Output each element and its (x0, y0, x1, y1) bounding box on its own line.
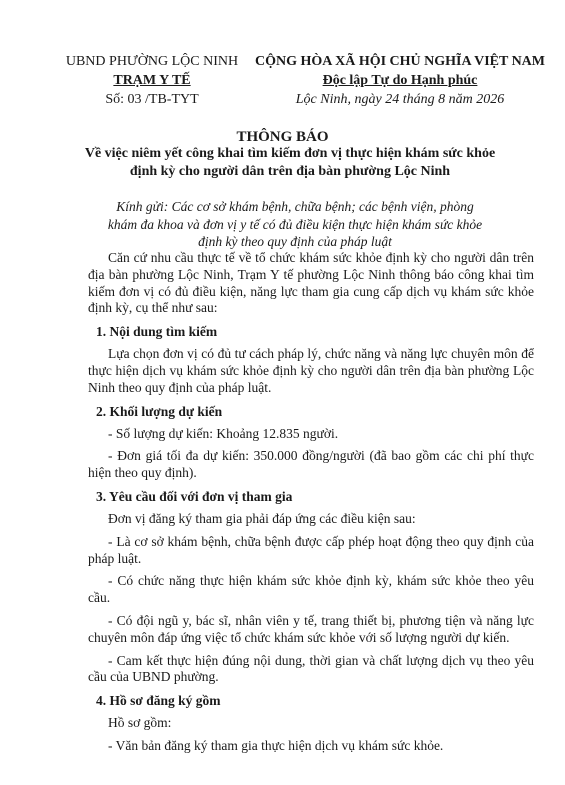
place-and-date: Lộc Ninh, ngày 24 tháng 8 năm 2026 (295, 92, 505, 107)
section-2-heading: 2. Khối lượng dự kiến (96, 403, 223, 419)
national-heading (250, 52, 550, 109)
section-4-item-1: - Văn bản đăng ký tham gia thực hiện dịch vụ khám sức khỏe. (108, 737, 444, 753)
section-2-item-2: - Đơn giá tối đa dự kiến: 350.000 đồng/người (đã bao gồm các chi phí thực hiện theo quy định). (88, 448, 534, 481)
section-1-text: Lựa chọn đơn vị có đủ tư cách pháp lý, chức năng và năng lực chuyên môn để thực hiện dịch vụ khám sức khỏe định kỳ cho người dân trên địa bàn phường Lộc Ninh theo quy định của pháp luật. (88, 346, 534, 395)
country-name: CỘNG HÒA XÃ HỘI CHỦ NGHĨA VIỆT NAM (254, 54, 545, 69)
section-3-heading: 3. Yêu cầu đối với đơn vị tham gia (96, 488, 293, 504)
national-motto: Độc lập Tự do Hạnh phúc (322, 73, 478, 88)
issuer-authority: UBND PHƯỜNG LỘC NINH (65, 54, 239, 69)
document-subject: Về việc niêm yết công khai tìm kiếm đơn vị thực hiện khám sức khỏe định kỳ cho người dân trên địa bàn phường Lộc Ninh (84, 146, 496, 179)
issuer-name: TRẠM Y TẾ (113, 73, 191, 88)
section-3-item-2: - Có chức năng thực hiện khám sức khỏe định kỳ, khám sức khỏe theo yêu cầu. (88, 573, 534, 606)
document-title: THÔNG BÁO (236, 129, 329, 145)
section-1-heading: 1. Nội dung tìm kiếm (96, 324, 218, 340)
document-body (88, 250, 534, 761)
section-3-item-4: - Cam kết thực hiện đúng nội dung, thời gian và chất lượng dịch vụ theo yêu cầu của UBND phường. (88, 652, 534, 685)
section-3-lead: Đơn vị đăng ký tham gia phải đáp ứng các điều kiện sau: (108, 510, 416, 526)
intro-paragraph: Căn cứ nhu cầu thực tế về tổ chức khám sức khỏe định kỳ cho người dân trên địa bàn phường Lộc Ninh, Trạm Y tế phường Lộc Ninh thông báo công khai tìm kiếm đơn vị có đủ điều kiện, năng lực tham gia cung cấp dịch vụ khám sức khỏe định kỳ, cụ thể như sau: (88, 250, 534, 316)
section-3-item-3: - Có đội ngũ y, bác sĩ, nhân viên y tế, trang thiết bị, phương tiện và năng lực chuyên môn đáp ứng việc tổ chức khám sức khỏe với số lượng người dự kiến. (88, 612, 534, 645)
section-4-lead: Hồ sơ gồm: (108, 715, 172, 731)
document-number: Số: 03 /TB-TYT (105, 92, 199, 107)
issuer-block (52, 52, 252, 109)
section-2-item-1: - Số lượng dự kiến: Khoảng 12.835 người. (108, 425, 339, 441)
section-4-heading: 4. Hồ sơ đăng ký gồm (96, 693, 221, 709)
recipient-line: Kính gửi: Các cơ sở khám bệnh, chữa bệnh; các bệnh viện, phòng khám đa khoa và đơn vị y tế có đủ điều kiện thực hiện khám sức khỏe định kỳ theo quy định của pháp luật (107, 199, 483, 249)
section-3-item-1: - Là cơ sở khám bệnh, chữa bệnh được cấp phép hoạt động theo quy định của pháp luật. (88, 533, 534, 566)
